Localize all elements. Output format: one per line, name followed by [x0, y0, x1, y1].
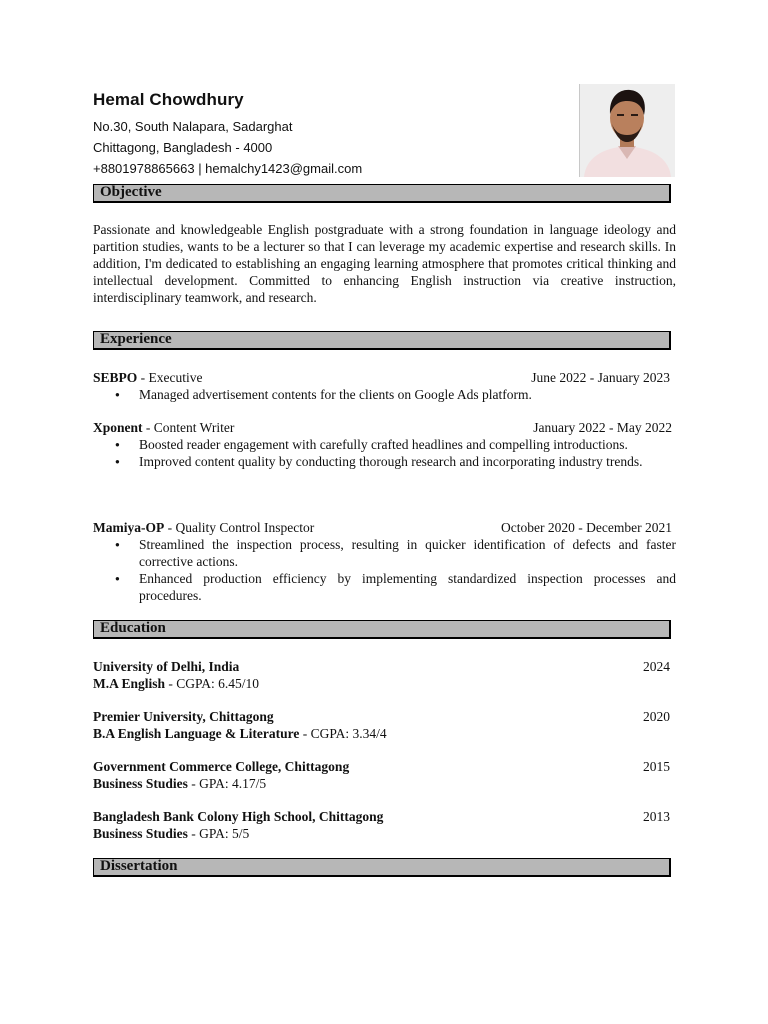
education-entry [93, 708, 676, 742]
degree-name: B.A English Language & Literature [93, 726, 300, 741]
job-role: - Content Writer [142, 420, 235, 435]
graduation-year: 2024 [643, 659, 670, 674]
experience-entry [93, 419, 676, 470]
section-title: Experience [100, 331, 172, 347]
section-experience [93, 331, 671, 350]
section-title: Dissertation [100, 858, 178, 874]
degree-name: Business Studies [93, 826, 188, 841]
section-objective [93, 184, 671, 203]
company-name: Xponent [93, 420, 143, 435]
school-name: Government Commerce College, Chittagong [93, 759, 350, 774]
profile-photo [579, 84, 675, 177]
company-name: Mamiya-OP [93, 520, 165, 535]
address-line-2: Chittagong, Bangladesh - 4000 [93, 140, 273, 155]
section-dissertation [93, 858, 671, 877]
experience-entry [93, 369, 676, 403]
school-name: Premier University, Chittagong [93, 709, 274, 724]
degree-grade: - CGPA: 3.34/4 [299, 726, 387, 741]
job-dates: October 2020 - December 2021 [501, 520, 672, 535]
address-line-1: No.30, South Nalapara, Sadarghat [93, 119, 293, 134]
job-bullet: ● Enhanced production efficiency by implementing standardized inspection processes and procedures. [93, 570, 676, 604]
education-entry [93, 658, 676, 692]
objective-text: Passionate and knowledgeable English postgraduate with a strong foundation in language ideology and partition studies, wants to be a lecturer so that I can leverage my academic expertise and research skills. In addition, I'm dedicated to establishing an engaging learning atmosphere that promotes critical thinking and intellectual development. Committed to enhancing English instruction via creative instruction, interdisciplinary teamwork, and research. [93, 222, 676, 305]
graduation-year: 2015 [643, 759, 670, 774]
school-name: University of Delhi, India [93, 659, 240, 674]
section-education [93, 620, 671, 639]
job-dates: June 2022 - January 2023 [531, 370, 670, 385]
job-bullet: ● Boosted reader engagement with carefully crafted headlines and compelling introductions. [93, 436, 676, 453]
job-role: - Quality Control Inspector [164, 520, 315, 535]
company-name: SEBPO [93, 370, 138, 385]
degree-grade: - GPA: 4.17/5 [187, 776, 267, 791]
job-bullet: ● Managed advertisement contents for the clients on Google Ads platform. [93, 386, 676, 403]
section-title: Objective [100, 184, 162, 200]
contact-line: +8801978865663 | hemalchy1423@gmail.com [93, 161, 363, 176]
degree-grade: - GPA: 5/5 [187, 826, 250, 841]
education-entry [93, 758, 676, 792]
job-bullet: ● Streamlined the inspection process, resulting in quicker identification of defects and faster corrective actions. [93, 536, 676, 570]
job-dates: January 2022 - May 2022 [533, 420, 672, 435]
candidate-name: Hemal Chowdhury [93, 90, 244, 109]
school-name: Bangladesh Bank Colony High School, Chittagong [93, 809, 384, 824]
degree-name: Business Studies [93, 776, 188, 791]
job-role: - Executive [137, 370, 203, 385]
header [93, 90, 362, 179]
graduation-year: 2020 [643, 709, 670, 724]
job-bullet: ● Improved content quality by conducting thorough research and incorporating industry trends. [93, 453, 676, 470]
experience-entry [93, 519, 676, 604]
graduation-year: 2013 [643, 809, 670, 824]
degree-name: M.A English [93, 676, 166, 691]
section-title: Education [100, 620, 166, 636]
education-entry [93, 808, 676, 842]
degree-grade: - CGPA: 6.45/10 [165, 676, 260, 691]
